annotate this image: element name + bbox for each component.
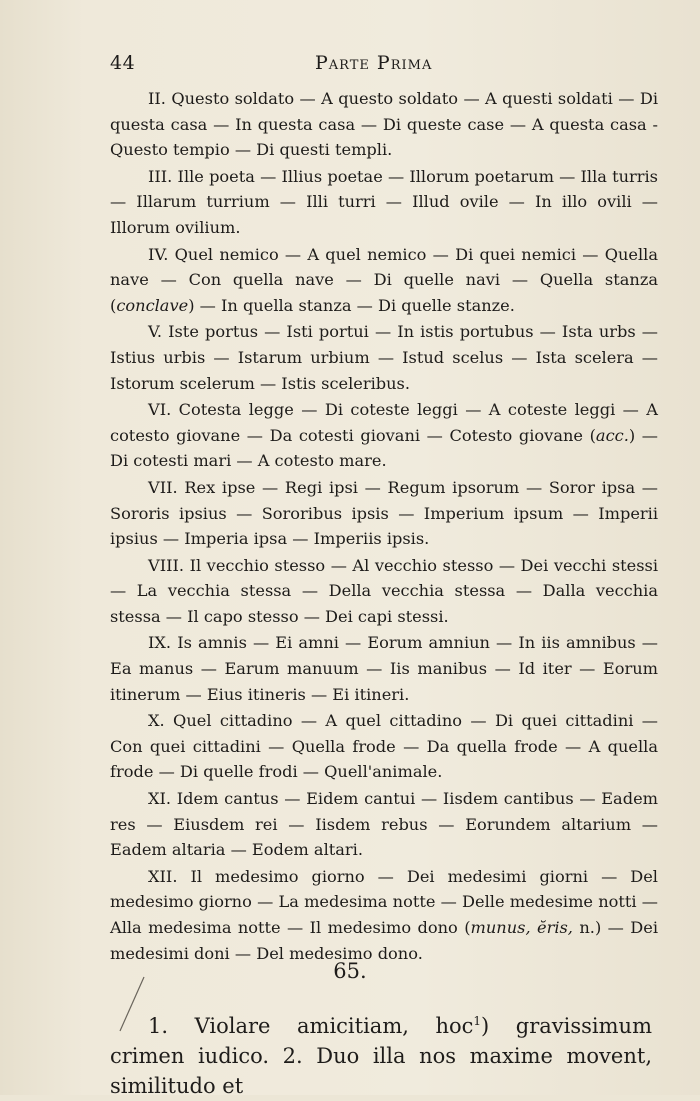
- exercise-text: 1. Violare amicitiam, hoc$^1$) gravissimum crimen iudico. 2. Duo illa nos maxime movent, similitudo et: [110, 1014, 652, 1098]
- paragraph-xii: XII. Il medesimo giorno — Dei medesimi giorni — Del medesimo giorno — La medesima notte — Delle medesime notti — Alla medesima notte — Il medesimo dono (munus, ĕris, n.) — Dei medesimi doni — Del medesimo dono.: [110, 866, 659, 963]
- page-number: 44: [110, 52, 136, 74]
- page-header: [110, 52, 660, 82]
- paragraph-viii: VIII. Il vecchio stesso — Al vecchio stesso — Dei vecchi stessi — La vecchia stessa — Della vecchia stessa — Dalla vecchia stessa — Il capo stesso — Dei capi stessi.: [110, 555, 659, 626]
- text-body: [110, 86, 658, 966]
- paragraph-iv: IV. Quel nemico — A quel nemico — Di quei nemici — Quella nave — Con quella nave — Di quelle navi — Quella stanza (conclave) — In quella stanza — Di quelle stanze.: [110, 244, 658, 315]
- paragraph-ix: IX. Is amnis — Ei amni — Eorum amniun — In iis amnibus — Ea manus — Earum manuum — Iis manibus — Id iter — Eorum itinerum — Eius itineris — Ei itineri.: [110, 633, 658, 704]
- footnote-mark: 1: [473, 1014, 482, 1028]
- paragraph-xi: XI. Idem cantus — Eidem cantui — Iisdem cantibus — Eadem res — Eiusdem rei — Iisdem rebus — Eorundem altarium — Eadem altaria — Eodem altari.: [110, 789, 658, 860]
- running-title: Parte Prima: [315, 52, 433, 74]
- paragraph-vi: VI. Cotesta legge — Di coteste leggi — A coteste leggi — A cotesto giovane — Da cotesti giovani — Cotesto giovane (acc.) — Di cotesti mari — A cotesto mare.: [110, 400, 658, 471]
- paragraph-ii: II. Questo soldato — A questo soldato — A questi soldati — Di questa casa — In questa casa — Di queste case — A questa casa - Questo tempio — Di questi templi.: [110, 89, 658, 160]
- paragraph-x: X. Quel cittadino — A quel cittadino — Di quei cittadini — Con quei cittadini — Quella frode — Da quella frode — A quella frode — Di quelle frodi — Quell'animale.: [110, 711, 658, 782]
- exercise-number: 65.: [333, 959, 367, 983]
- paragraph-v: V. Iste portus — Isti portui — In istis portubus — Ista urbs — Istius urbis — Istarum urbium — Istud scelus — Ista scelera — Istorum scelerum — Istis sceleribus.: [110, 322, 658, 393]
- paragraph-vii: VII. Rex ipse — Regi ipsi — Regum ipsorum — Soror ipsa — Sororis ipsius — Sororibus ipsis — Imperium ipsum — Imperii ipsius — Imperia ipsa — Imperiis ipsis.: [110, 477, 658, 549]
- paragraph-iii: III. Ille poeta — Illius poetae — Illorum poetarum — Illa turris — Illarum turrium — Illi turri — Illud ovile — In illo ovili — Illorum ovilium.: [110, 166, 658, 237]
